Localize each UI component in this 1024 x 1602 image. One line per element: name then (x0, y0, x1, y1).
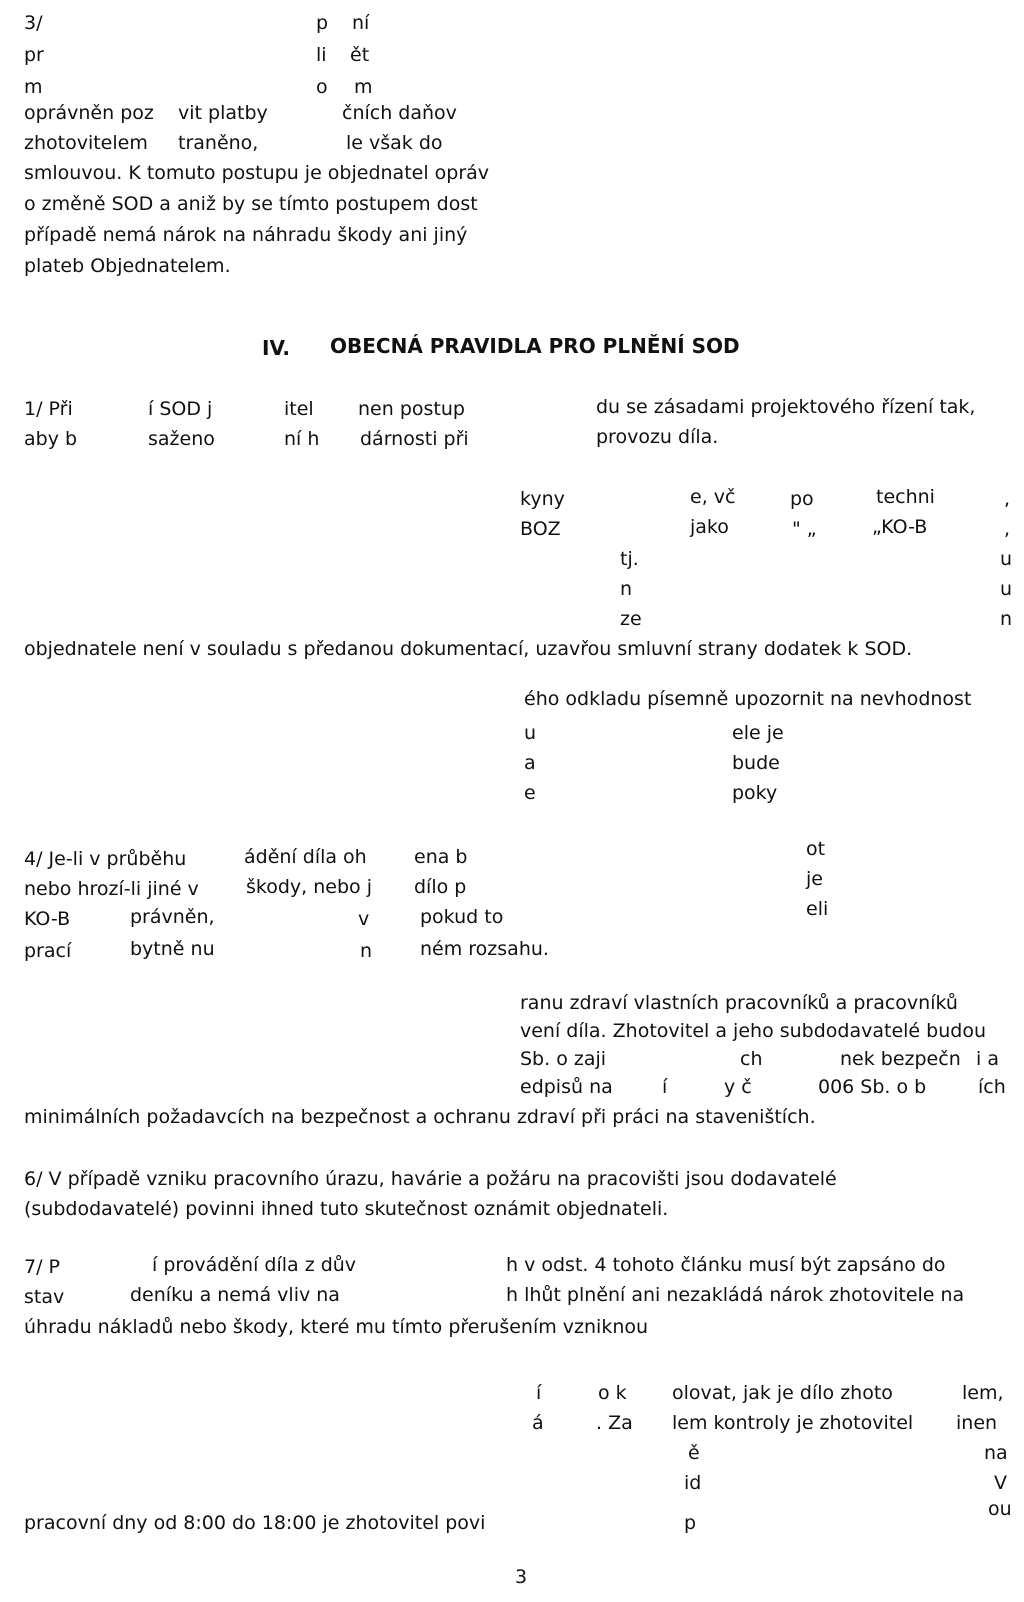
text-fragment: vit platby (178, 102, 268, 124)
text-fragment: ena b (414, 846, 468, 868)
text-fragment: ze (620, 608, 642, 630)
text-fragment: tj. (620, 548, 639, 570)
text-fragment: oprávněn poz (24, 102, 154, 124)
text-fragment: kyny (520, 488, 565, 510)
text-fragment: čních daňov (342, 102, 457, 124)
text-fragment: nen postup (358, 398, 465, 420)
text-fragment: BOZ (520, 518, 561, 540)
text-fragment: p (684, 1512, 697, 1534)
text-fragment: deníku a nemá vliv na (130, 1284, 340, 1306)
text-fragment: škody, nebo j (246, 876, 372, 898)
text-fragment: i a (976, 1048, 999, 1070)
section-title: OBECNÁ PRAVIDLA PRO PLNĚNÍ SOD (330, 334, 740, 358)
text-fragment: , (1004, 518, 1011, 540)
text-fragment: ní h (284, 428, 320, 450)
text-fragment: bude (732, 752, 780, 774)
text-fragment: jako (690, 516, 729, 538)
text-fragment: í (662, 1076, 668, 1098)
text-line: smlouvou. K tomuto postupu je objednatel opráv (24, 162, 490, 184)
text-fragment: KO-B (24, 908, 71, 930)
text-fragment: právněn, (130, 906, 215, 928)
text-fragment: prací (24, 940, 72, 962)
text-fragment: traněno, (178, 132, 259, 154)
page-number: 3 (515, 1566, 528, 1588)
text-fragment: 1/ Při (24, 398, 73, 420)
text-fragment: olovat, jak je dílo zhoto (672, 1382, 893, 1404)
text-fragment: le však do (346, 132, 443, 154)
text-fragment: y č (724, 1076, 752, 1098)
text-fragment: edpisů na (520, 1076, 613, 1098)
text-fragment: nek bezpečn (840, 1048, 961, 1070)
text-fragment: 4/ Je-li v průběhu (24, 848, 187, 870)
text-fragment: n (360, 940, 373, 962)
text-fragment: í SOD j (148, 398, 213, 420)
text-fragment: id (684, 1472, 702, 1494)
text-line: pracovní dny od 8:00 do 18:00 je zhotovitel povi (24, 1512, 486, 1534)
text-fragment: na (984, 1442, 1008, 1464)
text-fragment: í (536, 1382, 542, 1404)
text-fragment: poky (732, 782, 778, 804)
text-line: úhradu nákladů nebo škody, které mu tímto přerušením vzniknou (24, 1316, 649, 1338)
text-fragment: nebo hrozí-li jiné v (24, 878, 199, 900)
text-fragment: itel (284, 398, 314, 420)
text-fragment: saženo (148, 428, 215, 450)
text-fragment: ě (688, 1442, 700, 1464)
text-line: (subdodavatelé) povinni ihned tuto skutečnost oznámit objednateli. (24, 1198, 669, 1220)
text-fragment: ch (740, 1048, 763, 1070)
text-fragment: h lhůt plnění ani nezakládá nárok zhotovitele na (506, 1284, 965, 1306)
text-fragment: ou (988, 1498, 1012, 1520)
text-fragment: ném rozsahu. (420, 938, 549, 960)
text-fragment: Sb. o zaji (520, 1048, 607, 1070)
text-line: objednatele není v souladu s předanou dokumentací, uzavřou smluvní strany dodatek k SOD. (24, 638, 913, 660)
text-fragment: 006 Sb. o b (818, 1076, 927, 1098)
text-fragment: . Za (596, 1412, 633, 1434)
text-line: případě nemá nárok na náhradu škody ani jiný (24, 224, 468, 246)
text-fragment: ele je (732, 722, 784, 744)
text-fragment: du se zásadami projektového řízení tak, (596, 396, 976, 418)
text-fragment: pr (24, 44, 44, 66)
text-fragment: V (994, 1472, 1007, 1494)
text-fragment: li (316, 44, 327, 66)
text-fragment: bytně nu (130, 938, 215, 960)
text-fragment: h v odst. 4 tohoto článku musí být zapsáno do (506, 1254, 946, 1276)
text-fragment: pokud to (420, 906, 504, 928)
text-fragment: v (358, 908, 370, 930)
text-fragment: o k (598, 1382, 627, 1404)
text-line: plateb Objednatelem. (24, 255, 231, 277)
text-fragment: inen (956, 1412, 998, 1434)
text-fragment: m (24, 76, 43, 98)
text-fragment: e, vč (690, 486, 736, 508)
text-fragment: 3/ (24, 12, 43, 34)
text-fragment: e (524, 782, 536, 804)
text-fragment: p (316, 12, 329, 34)
text-line: minimálních požadavcích na bezpečnost a ochranu zdraví při práci na staveništích. (24, 1106, 816, 1128)
section-number: IV. (262, 336, 290, 360)
text-fragment: á (532, 1412, 544, 1434)
text-fragment: ích (978, 1076, 1006, 1098)
text-fragment: provozu díla. (596, 426, 719, 448)
text-fragment: stav (24, 1286, 65, 1308)
text-line: ranu zdraví vlastních pracovníků a pracovníků (520, 992, 958, 1014)
text-fragment: u (1000, 548, 1013, 570)
text-fragment: , (1004, 488, 1011, 510)
text-fragment: aby b (24, 428, 78, 450)
text-fragment: lem, (962, 1382, 1004, 1404)
text-line: 6/ V případě vzniku pracovního úrazu, havárie a požáru na pracovišti jsou dodavatelé (24, 1168, 837, 1190)
text-fragment: ní (352, 12, 370, 34)
text-fragment: o (316, 76, 328, 98)
text-fragment: zhotovitelem (24, 132, 148, 154)
text-fragment: dílo p (414, 876, 467, 898)
text-fragment: po (790, 488, 814, 510)
text-fragment: techni (876, 486, 935, 508)
text-fragment: í provádění díla z dův (152, 1254, 357, 1276)
text-fragment: ot (806, 838, 826, 860)
text-fragment: u (1000, 578, 1013, 600)
text-fragment: " „ (792, 518, 817, 540)
text-fragment: lem kontroly je zhotovitel (672, 1412, 914, 1434)
text-line: o změně SOD a aniž by se tímto postupem dost (24, 193, 478, 215)
text-fragment: dárnosti při (360, 428, 469, 450)
text-line: vení díla. Zhotovitel a jeho subdodavatelé budou (520, 1020, 986, 1042)
text-fragment: je (806, 868, 823, 890)
text-fragment: „KO-B (872, 516, 928, 538)
text-fragment: n (620, 578, 633, 600)
text-line: ého odkladu písemně upozornit na nevhodnost (524, 688, 972, 710)
text-fragment: eli (806, 898, 829, 920)
text-fragment: 7/ P (24, 1256, 60, 1278)
text-fragment: ět (350, 44, 370, 66)
text-fragment: m (354, 76, 373, 98)
text-fragment: a (524, 752, 536, 774)
text-fragment: ádění díla oh (244, 846, 367, 868)
text-fragment: n (1000, 608, 1013, 630)
text-fragment: u (524, 722, 537, 744)
